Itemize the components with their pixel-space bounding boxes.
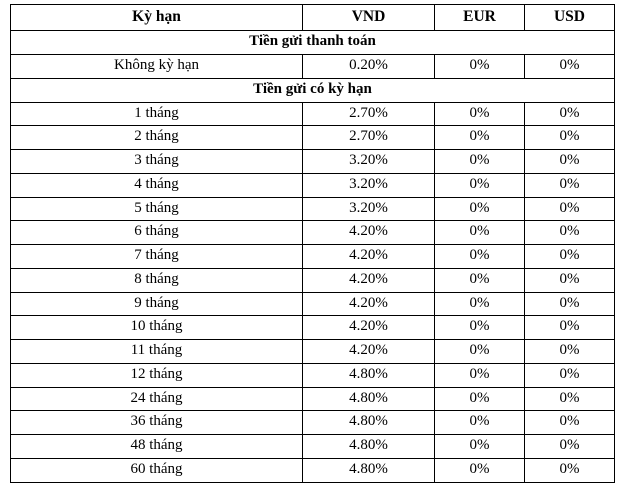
section-header-row: [11, 31, 615, 55]
cell-term: 1 tháng: [11, 102, 303, 126]
column-header-usd: USD: [525, 5, 615, 31]
table-row: [11, 316, 615, 340]
table-row: [11, 340, 615, 364]
table-row: [11, 458, 615, 482]
cell-usd: 0%: [525, 221, 615, 245]
column-header-eur: EUR: [435, 5, 525, 31]
cell-term: 8 tháng: [11, 268, 303, 292]
cell-usd: 0%: [525, 55, 615, 79]
cell-eur: 0%: [435, 435, 525, 459]
cell-term: 36 tháng: [11, 411, 303, 435]
cell-term: 24 tháng: [11, 387, 303, 411]
table-row: [11, 245, 615, 269]
cell-eur: 0%: [435, 221, 525, 245]
section-title-term-deposit: Tiền gửi có kỳ hạn: [11, 78, 615, 102]
cell-usd: 0%: [525, 197, 615, 221]
table-row: [11, 292, 615, 316]
cell-eur: 0%: [435, 55, 525, 79]
cell-eur: 0%: [435, 245, 525, 269]
table-header-row: [11, 5, 615, 31]
cell-vnd: 3.20%: [303, 173, 435, 197]
cell-vnd: 4.80%: [303, 411, 435, 435]
cell-usd: 0%: [525, 340, 615, 364]
cell-vnd: 4.80%: [303, 435, 435, 459]
table-body: [11, 31, 615, 482]
table-row: [11, 221, 615, 245]
cell-eur: 0%: [435, 197, 525, 221]
cell-term: 60 tháng: [11, 458, 303, 482]
section-header-row: [11, 78, 615, 102]
cell-usd: 0%: [525, 292, 615, 316]
cell-term: 48 tháng: [11, 435, 303, 459]
cell-eur: 0%: [435, 340, 525, 364]
cell-term: 6 tháng: [11, 221, 303, 245]
cell-vnd: 4.20%: [303, 245, 435, 269]
cell-vnd: 0.20%: [303, 55, 435, 79]
cell-vnd: 3.20%: [303, 150, 435, 174]
cell-eur: 0%: [435, 387, 525, 411]
table-row: [11, 268, 615, 292]
cell-vnd: 4.20%: [303, 292, 435, 316]
cell-eur: 0%: [435, 126, 525, 150]
cell-term: 10 tháng: [11, 316, 303, 340]
cell-usd: 0%: [525, 150, 615, 174]
cell-vnd: 4.80%: [303, 363, 435, 387]
cell-vnd: 2.70%: [303, 102, 435, 126]
cell-usd: 0%: [525, 458, 615, 482]
cell-usd: 0%: [525, 435, 615, 459]
cell-term: 12 tháng: [11, 363, 303, 387]
table-row: [11, 387, 615, 411]
cell-term: 9 tháng: [11, 292, 303, 316]
table-header: [11, 5, 615, 31]
cell-vnd: 4.20%: [303, 221, 435, 245]
cell-eur: 0%: [435, 268, 525, 292]
table-row: [11, 435, 615, 459]
cell-vnd: 4.20%: [303, 268, 435, 292]
interest-rate-table: [10, 4, 615, 483]
cell-eur: 0%: [435, 102, 525, 126]
cell-term: 2 tháng: [11, 126, 303, 150]
cell-eur: 0%: [435, 173, 525, 197]
cell-term: Không kỳ hạn: [11, 55, 303, 79]
cell-eur: 0%: [435, 316, 525, 340]
cell-usd: 0%: [525, 268, 615, 292]
cell-usd: 0%: [525, 126, 615, 150]
table-row: [11, 126, 615, 150]
cell-term: 7 tháng: [11, 245, 303, 269]
cell-eur: 0%: [435, 411, 525, 435]
cell-vnd: 4.80%: [303, 387, 435, 411]
column-header-vnd: VND: [303, 5, 435, 31]
table-row: [11, 102, 615, 126]
cell-eur: 0%: [435, 363, 525, 387]
cell-usd: 0%: [525, 411, 615, 435]
cell-usd: 0%: [525, 245, 615, 269]
cell-usd: 0%: [525, 173, 615, 197]
cell-eur: 0%: [435, 150, 525, 174]
table-row: [11, 363, 615, 387]
cell-eur: 0%: [435, 458, 525, 482]
cell-vnd: 4.80%: [303, 458, 435, 482]
cell-vnd: 3.20%: [303, 197, 435, 221]
cell-term: 3 tháng: [11, 150, 303, 174]
table-row: [11, 197, 615, 221]
cell-usd: 0%: [525, 387, 615, 411]
table-row: [11, 150, 615, 174]
section-title-demand-deposit: Tiền gửi thanh toán: [11, 31, 615, 55]
cell-vnd: 2.70%: [303, 126, 435, 150]
cell-vnd: 4.20%: [303, 316, 435, 340]
table-row: [11, 55, 615, 79]
cell-vnd: 4.20%: [303, 340, 435, 364]
cell-term: 5 tháng: [11, 197, 303, 221]
cell-usd: 0%: [525, 363, 615, 387]
table-row: [11, 411, 615, 435]
column-header-term: Kỳ hạn: [11, 5, 303, 31]
cell-eur: 0%: [435, 292, 525, 316]
table-row: [11, 173, 615, 197]
cell-term: 4 tháng: [11, 173, 303, 197]
cell-usd: 0%: [525, 316, 615, 340]
cell-term: 11 tháng: [11, 340, 303, 364]
cell-usd: 0%: [525, 102, 615, 126]
